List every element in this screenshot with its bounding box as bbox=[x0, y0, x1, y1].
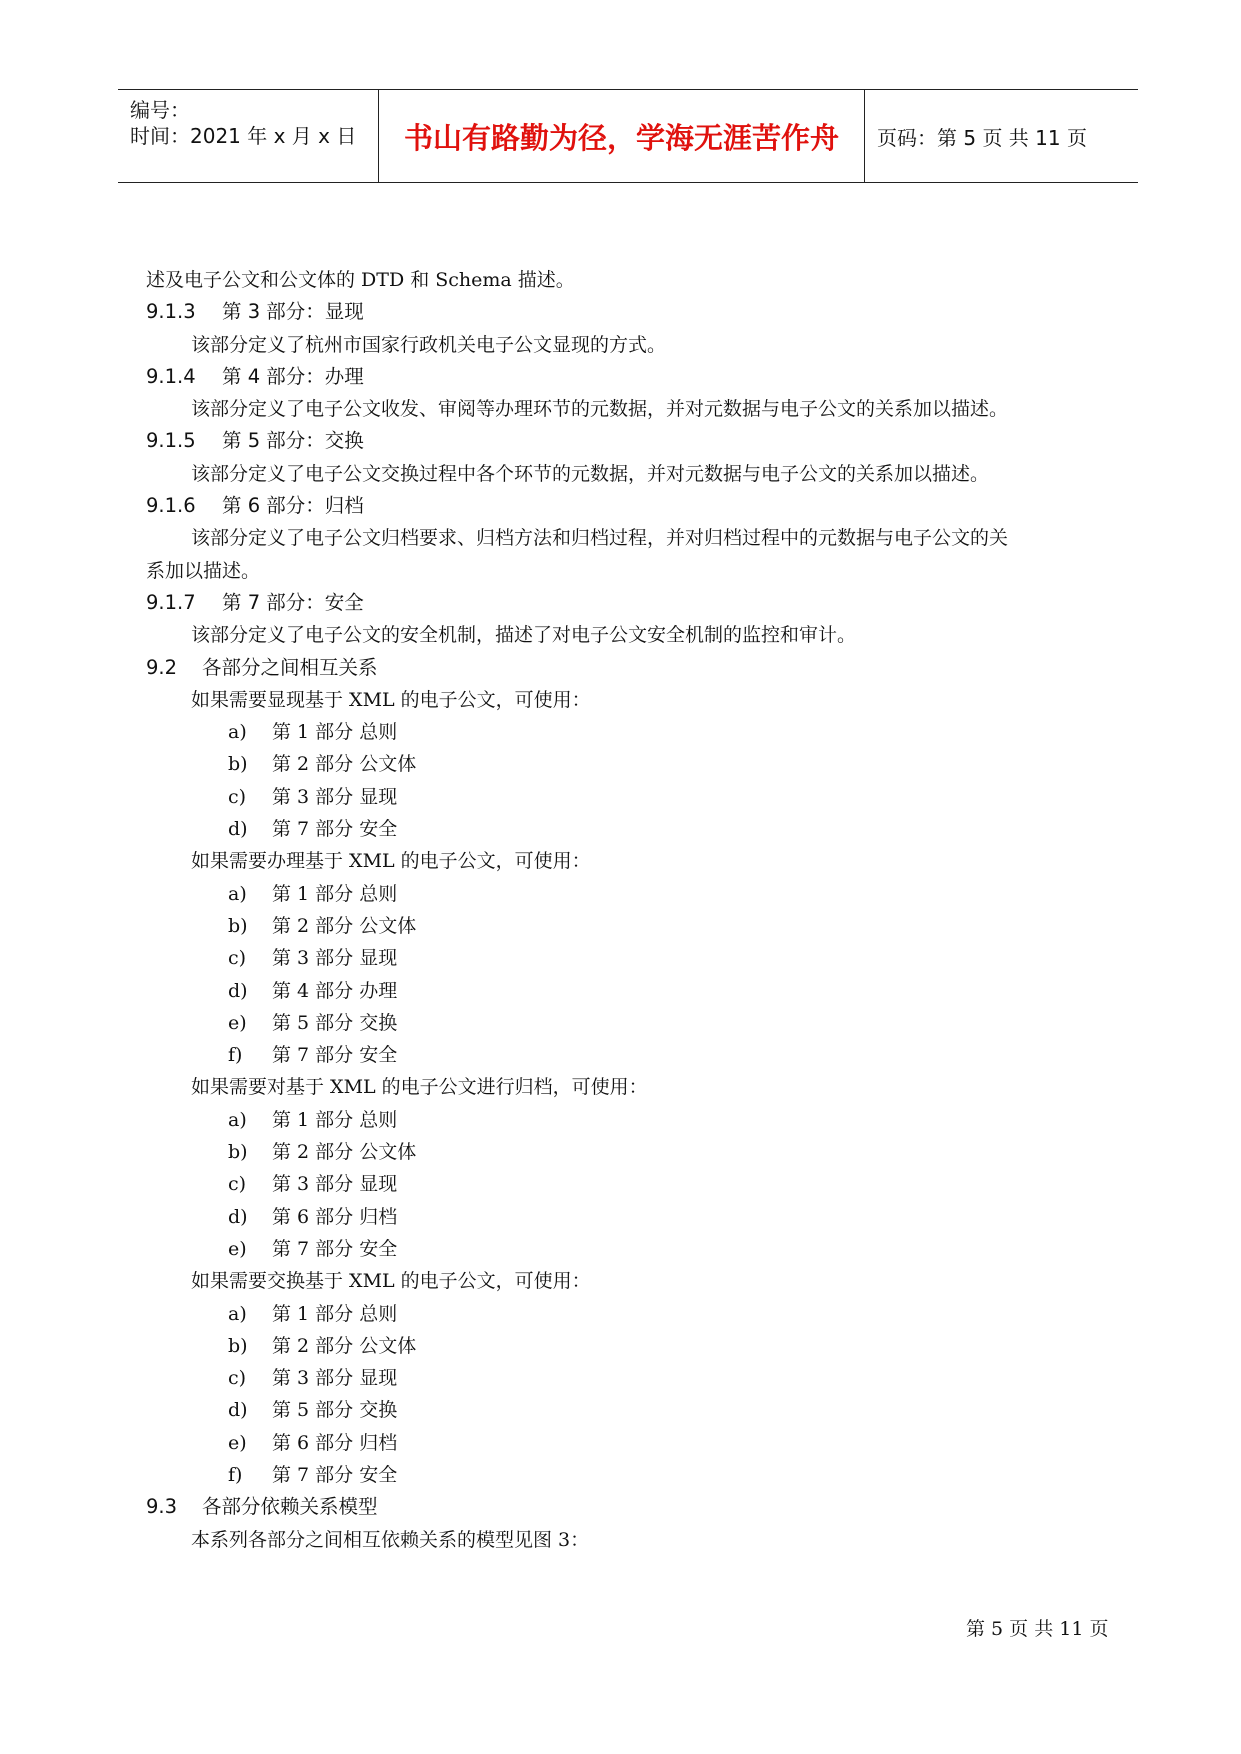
list-marker: c) bbox=[228, 947, 247, 970]
list-item-text: 第 4 部分 办理 bbox=[272, 979, 398, 1002]
list-marker: e) bbox=[228, 1011, 247, 1034]
document-body bbox=[146, 264, 1126, 1556]
list-item bbox=[146, 975, 1126, 1007]
paragraph: 该部分定义了电子公文的安全机制，描述了对电子公文安全机制的监控和审计。 bbox=[191, 624, 857, 647]
list-marker: a) bbox=[228, 882, 247, 905]
list-item-text: 第 7 部分 安全 bbox=[272, 818, 398, 841]
list-item bbox=[146, 1136, 1126, 1168]
section-number: 9.1.4 bbox=[146, 364, 196, 388]
list-item bbox=[146, 878, 1126, 910]
list-item bbox=[146, 1394, 1126, 1426]
list-item bbox=[146, 1459, 1126, 1491]
list-marker: a) bbox=[228, 1302, 247, 1325]
paragraph: 如果需要办理基于 XML 的电子公文，可使用： bbox=[191, 850, 591, 873]
section-title: 第 5 部分：交换 bbox=[222, 429, 364, 453]
list-item-text: 第 1 部分 总则 bbox=[272, 1108, 398, 1131]
list-marker: c) bbox=[228, 785, 247, 808]
section-title: 第 4 部分：办理 bbox=[222, 364, 364, 388]
paragraph: 该部分定义了电子公文归档要求、归档方法和归档过程，并对归档过程中的元数据与电子公文的关 bbox=[191, 527, 1009, 550]
list-item-text: 第 7 部分 安全 bbox=[272, 1237, 398, 1260]
list-item-text: 第 6 部分 归档 bbox=[272, 1431, 398, 1454]
list-item bbox=[146, 1104, 1126, 1136]
section-number: 9.1.3 bbox=[146, 300, 196, 324]
list-marker: d) bbox=[228, 818, 248, 841]
paragraph-continuation: 述及电子公文和公文体的 DTD 和 Schema 描述。 bbox=[146, 269, 575, 291]
list-item-text: 第 3 部分 显现 bbox=[272, 1367, 398, 1390]
list-item bbox=[146, 1039, 1126, 1071]
page-footer: 第 5 页 共 11 页 bbox=[966, 1618, 1109, 1640]
section-number: 9.1.6 bbox=[146, 494, 196, 518]
section-heading bbox=[146, 425, 1126, 457]
list-item bbox=[146, 1427, 1126, 1459]
section-heading bbox=[146, 296, 1126, 328]
list-marker: b) bbox=[228, 1141, 248, 1164]
list-item bbox=[146, 1168, 1126, 1200]
section-number: 9.3 bbox=[146, 1495, 178, 1519]
header-date-label: 时间：2021 年 x 月 x 日 bbox=[130, 124, 357, 148]
paragraph: 该部分定义了杭州市国家行政机关电子公文显现的方式。 bbox=[191, 333, 667, 356]
section-heading bbox=[146, 361, 1126, 393]
list-item-text: 第 1 部分 总则 bbox=[272, 882, 398, 905]
section-number: 9.2 bbox=[146, 655, 178, 679]
list-item bbox=[146, 716, 1126, 748]
paragraph-continuation: 系加以描述。 bbox=[146, 559, 261, 582]
list-marker: b) bbox=[228, 914, 248, 937]
list-item-text: 第 7 部分 安全 bbox=[272, 1044, 398, 1067]
list-item-text: 第 1 部分 总则 bbox=[272, 721, 398, 744]
list-item-text: 第 3 部分 显现 bbox=[272, 785, 398, 808]
list-item bbox=[146, 748, 1126, 780]
list-item-text: 第 2 部分 公文体 bbox=[272, 1334, 417, 1357]
paragraph: 如果需要对基于 XML 的电子公文进行归档，可使用： bbox=[191, 1076, 648, 1099]
list-item bbox=[146, 1298, 1126, 1330]
list-item bbox=[146, 1233, 1126, 1265]
list-item bbox=[146, 1007, 1126, 1039]
header-number-label: 编号： bbox=[130, 98, 190, 122]
list-item-text: 第 5 部分 交换 bbox=[272, 1011, 398, 1034]
list-marker: f) bbox=[228, 1463, 243, 1486]
section-title: 第 6 部分：归档 bbox=[222, 494, 364, 518]
list-item-text: 第 5 部分 交换 bbox=[272, 1399, 398, 1422]
section-title: 第 3 部分：显现 bbox=[222, 300, 364, 324]
list-item bbox=[146, 781, 1126, 813]
paragraph: 该部分定义了电子公文收发、审阅等办理环节的元数据，并对元数据与电子公文的关系加以描述。 bbox=[191, 398, 1009, 421]
section-heading bbox=[146, 490, 1126, 522]
list-item-text: 第 7 部分 安全 bbox=[272, 1463, 398, 1486]
list-marker: c) bbox=[228, 1173, 247, 1196]
list-marker: b) bbox=[228, 1334, 248, 1357]
page-header bbox=[118, 89, 1138, 183]
list-item-text: 第 3 部分 显现 bbox=[272, 1173, 398, 1196]
paragraph: 该部分定义了电子公文交换过程中各个环节的元数据，并对元数据与电子公文的关系加以描述。 bbox=[191, 462, 990, 485]
list-item bbox=[146, 813, 1126, 845]
list-item bbox=[146, 1362, 1126, 1394]
list-item bbox=[146, 910, 1126, 942]
section-number: 9.1.5 bbox=[146, 429, 196, 453]
list-marker: d) bbox=[228, 979, 248, 1002]
section-number: 9.1.7 bbox=[146, 590, 196, 614]
list-item bbox=[146, 942, 1126, 974]
list-item-text: 第 2 部分 公文体 bbox=[272, 1141, 417, 1164]
list-marker: b) bbox=[228, 753, 248, 776]
list-item bbox=[146, 1330, 1126, 1362]
section-heading bbox=[146, 1491, 1126, 1523]
paragraph: 如果需要显现基于 XML 的电子公文，可使用： bbox=[191, 688, 591, 711]
list-marker: e) bbox=[228, 1431, 247, 1454]
section-title: 各部分依赖关系模型 bbox=[202, 1495, 378, 1519]
paragraph: 如果需要交换基于 XML 的电子公文，可使用： bbox=[191, 1270, 591, 1293]
section-title: 各部分之间相互关系 bbox=[202, 655, 378, 679]
list-marker: d) bbox=[228, 1205, 248, 1228]
list-item-text: 第 1 部分 总则 bbox=[272, 1302, 398, 1325]
list-marker: f) bbox=[228, 1044, 243, 1067]
paragraph: 本系列各部分之间相互依赖关系的模型见图 3： bbox=[191, 1528, 590, 1551]
list-marker: c) bbox=[228, 1367, 247, 1390]
list-item-text: 第 3 部分 显现 bbox=[272, 947, 398, 970]
list-marker: d) bbox=[228, 1399, 248, 1422]
header-page-label: 页码：第 5 页 共 11 页 bbox=[877, 125, 1087, 150]
section-heading bbox=[146, 652, 1126, 684]
header-motto: 书山有路勤为径，学海无涯苦作舟 bbox=[378, 90, 865, 182]
list-item-text: 第 2 部分 公文体 bbox=[272, 753, 417, 776]
list-item-text: 第 2 部分 公文体 bbox=[272, 914, 417, 937]
section-title: 第 7 部分：安全 bbox=[222, 590, 364, 614]
section-heading bbox=[146, 587, 1126, 619]
list-item bbox=[146, 1201, 1126, 1233]
list-marker: e) bbox=[228, 1237, 247, 1260]
list-item-text: 第 6 部分 归档 bbox=[272, 1205, 398, 1228]
list-marker: a) bbox=[228, 1108, 247, 1131]
list-marker: a) bbox=[228, 721, 247, 744]
header-info-cell bbox=[118, 90, 378, 182]
